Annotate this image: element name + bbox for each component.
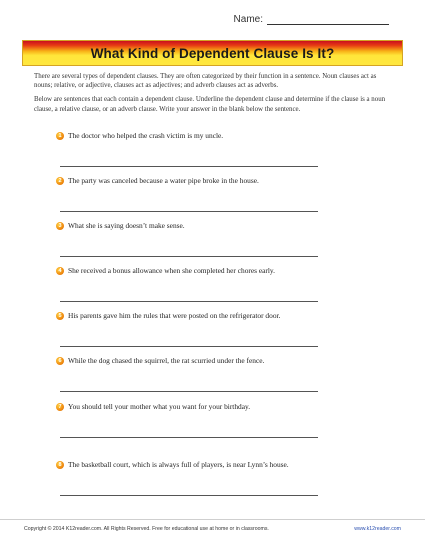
name-field-row xyxy=(234,14,389,25)
answer-line-6[interactable] xyxy=(60,391,318,392)
page-footer xyxy=(0,519,425,551)
question-text: What she is saying doesn’t make sense. xyxy=(68,221,185,230)
title-banner xyxy=(22,40,403,66)
question-text: While the dog chased the squirrel, the rat scurried under the fence. xyxy=(68,356,265,365)
name-label: Name: xyxy=(233,14,263,25)
question-text: The party was canceled because a water pipe broke in the house. xyxy=(68,176,259,185)
answer-line-1[interactable] xyxy=(60,166,318,167)
worksheet-title: What Kind of Dependent Clause Is It? xyxy=(90,45,335,61)
answer-line-5[interactable] xyxy=(60,346,318,347)
question-text: The doctor who helped the crash victim is my uncle. xyxy=(68,131,224,140)
question-6 xyxy=(56,356,386,365)
question-number-badge: 1 xyxy=(56,132,64,140)
instructions xyxy=(34,72,394,119)
question-5 xyxy=(56,311,386,320)
question-number-badge: 8 xyxy=(56,461,64,469)
question-4 xyxy=(56,266,386,275)
answer-line-7[interactable] xyxy=(60,437,318,438)
question-text: She received a bonus allowance when she completed her chores early. xyxy=(68,266,275,275)
question-7 xyxy=(56,402,386,411)
question-number-badge: 6 xyxy=(56,357,64,365)
question-number-badge: 3 xyxy=(56,222,64,230)
question-1 xyxy=(56,131,386,140)
question-number-badge: 4 xyxy=(56,267,64,275)
question-number-badge: 7 xyxy=(56,403,64,411)
intro-paragraph-1: There are several types of dependent clauses. They are often categorized by their function in a sentence. Noun clauses act as nouns; relative, or adjective, clauses act as adjectives; and adverb clauses act as adverbs. xyxy=(34,73,377,90)
question-number-badge: 5 xyxy=(56,312,64,320)
name-blank-line[interactable] xyxy=(267,14,389,25)
question-number-badge: 2 xyxy=(56,177,64,185)
copyright-text: Copyright © 2014 K12reader.com. All Rights Reserved. Free for educational use at home or in classrooms. xyxy=(24,526,269,532)
question-3 xyxy=(56,221,386,230)
answer-line-2[interactable] xyxy=(60,211,318,212)
answer-line-4[interactable] xyxy=(60,301,318,302)
question-8 xyxy=(56,460,386,469)
answer-line-8[interactable] xyxy=(60,495,318,496)
intro-paragraph-2: Below are sentences that each contain a dependent clause. Underline the dependent clause and determine if the clause is a noun clause, a relative clause, or an adverb clause. Write your answer in the blank below the sentence. xyxy=(34,96,386,113)
website-link[interactable]: www.k12reader.com xyxy=(354,526,401,532)
question-2 xyxy=(56,176,386,185)
answer-line-3[interactable] xyxy=(60,256,318,257)
question-text: The basketball court, which is always full of players, is near Lynn’s house. xyxy=(68,460,289,469)
question-text: You should tell your mother what you want for your birthday. xyxy=(68,402,251,411)
question-text: His parents gave him the rules that were posted on the refrigerator door. xyxy=(68,311,281,320)
